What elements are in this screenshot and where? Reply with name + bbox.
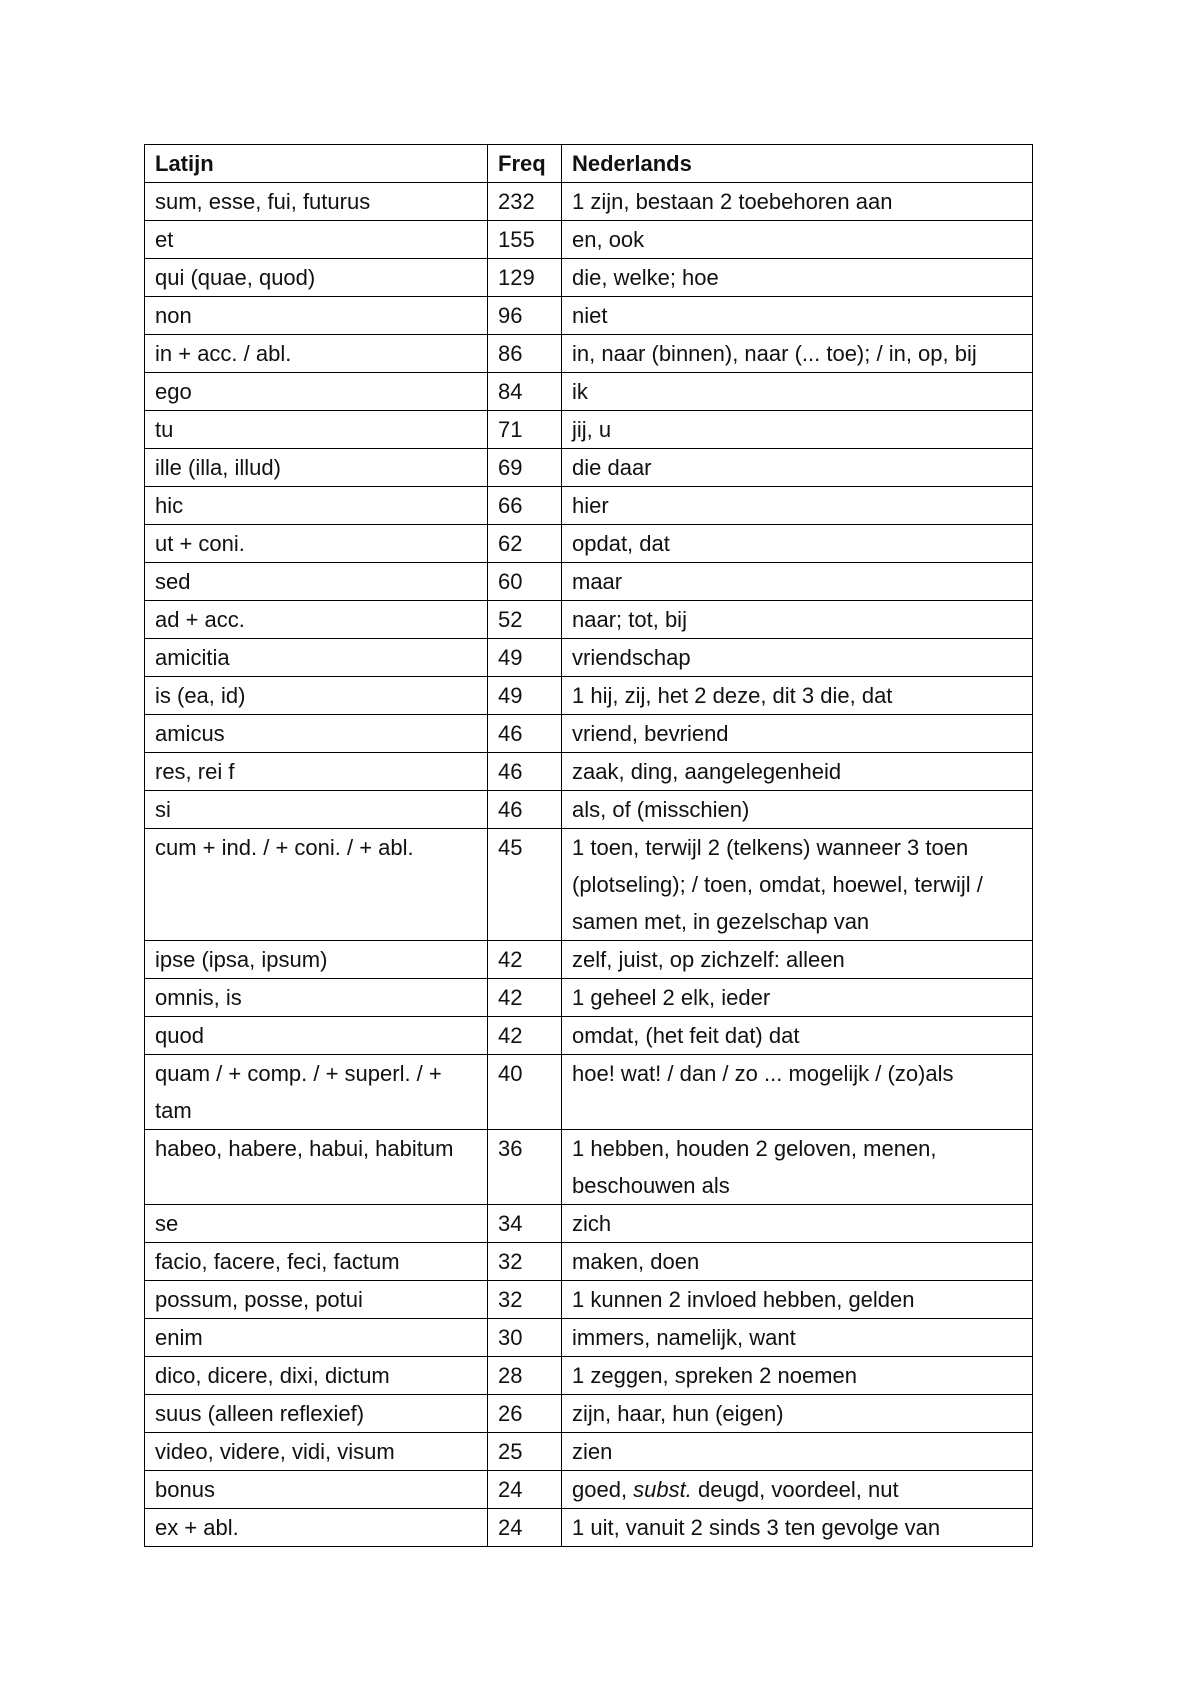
cell-dutch-italic: subst. bbox=[633, 1477, 692, 1502]
header-freq: Freq bbox=[488, 145, 562, 183]
cell-dutch: jij, u bbox=[562, 411, 1033, 449]
cell-dutch: ik bbox=[562, 373, 1033, 411]
cell-freq: 45 bbox=[488, 829, 562, 941]
cell-latin: habeo, habere, habui, habitum bbox=[145, 1130, 488, 1205]
table-row bbox=[145, 979, 1033, 1017]
cell-latin: bonus bbox=[145, 1471, 488, 1509]
cell-freq: 40 bbox=[488, 1055, 562, 1130]
table-row bbox=[145, 639, 1033, 677]
cell-freq: 46 bbox=[488, 753, 562, 791]
cell-dutch: 1 uit, vanuit 2 sinds 3 ten gevolge van bbox=[562, 1509, 1033, 1547]
cell-freq: 49 bbox=[488, 639, 562, 677]
table-row bbox=[145, 563, 1033, 601]
cell-latin: si bbox=[145, 791, 488, 829]
table-row bbox=[145, 1243, 1033, 1281]
cell-freq: 62 bbox=[488, 525, 562, 563]
cell-dutch: zien bbox=[562, 1433, 1033, 1471]
cell-latin: amicitia bbox=[145, 639, 488, 677]
cell-dutch: hier bbox=[562, 487, 1033, 525]
cell-freq: 24 bbox=[488, 1471, 562, 1509]
cell-latin: in + acc. / abl. bbox=[145, 335, 488, 373]
table-row bbox=[145, 297, 1033, 335]
table-row bbox=[145, 1509, 1033, 1547]
cell-dutch: opdat, dat bbox=[562, 525, 1033, 563]
cell-freq: 46 bbox=[488, 715, 562, 753]
table-row bbox=[145, 373, 1033, 411]
cell-dutch: zelf, juist, op zichzelf: alleen bbox=[562, 941, 1033, 979]
table-row bbox=[145, 1017, 1033, 1055]
cell-dutch: vriendschap bbox=[562, 639, 1033, 677]
cell-latin: ego bbox=[145, 373, 488, 411]
cell-dutch: vriend, bevriend bbox=[562, 715, 1033, 753]
cell-freq: 129 bbox=[488, 259, 562, 297]
table-row bbox=[145, 1357, 1033, 1395]
table-row bbox=[145, 1433, 1033, 1471]
cell-dutch: 1 geheel 2 elk, ieder bbox=[562, 979, 1033, 1017]
cell-latin: hic bbox=[145, 487, 488, 525]
cell-latin: ut + coni. bbox=[145, 525, 488, 563]
cell-dutch: in, naar (binnen), naar (... toe); / in, op, bij bbox=[562, 335, 1033, 373]
cell-freq: 232 bbox=[488, 183, 562, 221]
cell-latin: tu bbox=[145, 411, 488, 449]
cell-latin: dico, dicere, dixi, dictum bbox=[145, 1357, 488, 1395]
table-row bbox=[145, 525, 1033, 563]
cell-latin: suus (alleen reflexief) bbox=[145, 1395, 488, 1433]
cell-dutch: 1 kunnen 2 invloed hebben, gelden bbox=[562, 1281, 1033, 1319]
cell-freq: 28 bbox=[488, 1357, 562, 1395]
cell-latin: ex + abl. bbox=[145, 1509, 488, 1547]
cell-freq: 60 bbox=[488, 563, 562, 601]
table-header-row bbox=[145, 145, 1033, 183]
cell-latin: is (ea, id) bbox=[145, 677, 488, 715]
cell-freq: 52 bbox=[488, 601, 562, 639]
table-body bbox=[145, 183, 1033, 1547]
table-row bbox=[145, 601, 1033, 639]
cell-latin: omnis, is bbox=[145, 979, 488, 1017]
cell-dutch-text: goed, bbox=[572, 1477, 634, 1502]
table-row bbox=[145, 753, 1033, 791]
cell-freq: 42 bbox=[488, 1017, 562, 1055]
table-row bbox=[145, 1281, 1033, 1319]
table-row bbox=[145, 487, 1033, 525]
table-row bbox=[145, 335, 1033, 373]
cell-latin: qui (quae, quod) bbox=[145, 259, 488, 297]
cell-dutch-text: deugd, voordeel, nut bbox=[691, 1477, 899, 1502]
cell-freq: 32 bbox=[488, 1281, 562, 1319]
cell-dutch: immers, namelijk, want bbox=[562, 1319, 1033, 1357]
cell-freq: 49 bbox=[488, 677, 562, 715]
cell-freq: 34 bbox=[488, 1205, 562, 1243]
cell-latin: et bbox=[145, 221, 488, 259]
cell-dutch: maar bbox=[562, 563, 1033, 601]
table-row bbox=[145, 941, 1033, 979]
cell-latin: sed bbox=[145, 563, 488, 601]
cell-freq: 96 bbox=[488, 297, 562, 335]
cell-latin: enim bbox=[145, 1319, 488, 1357]
cell-latin: ille (illa, illud) bbox=[145, 449, 488, 487]
cell-dutch: die daar bbox=[562, 449, 1033, 487]
table-row bbox=[145, 791, 1033, 829]
cell-latin: non bbox=[145, 297, 488, 335]
table-row bbox=[145, 1471, 1033, 1509]
cell-freq: 86 bbox=[488, 335, 562, 373]
table-row bbox=[145, 411, 1033, 449]
table-row bbox=[145, 715, 1033, 753]
cell-freq: 26 bbox=[488, 1395, 562, 1433]
table-row bbox=[145, 677, 1033, 715]
cell-freq: 25 bbox=[488, 1433, 562, 1471]
header-dutch: Nederlands bbox=[562, 145, 1033, 183]
cell-latin: possum, posse, potui bbox=[145, 1281, 488, 1319]
cell-dutch: zich bbox=[562, 1205, 1033, 1243]
header-latin: Latijn bbox=[145, 145, 488, 183]
cell-freq: 36 bbox=[488, 1130, 562, 1205]
cell-latin: facio, facere, feci, factum bbox=[145, 1243, 488, 1281]
cell-freq: 42 bbox=[488, 941, 562, 979]
cell-latin: quod bbox=[145, 1017, 488, 1055]
cell-freq: 71 bbox=[488, 411, 562, 449]
cell-dutch: 1 hebben, houden 2 geloven, menen, beschouwen als bbox=[562, 1130, 1033, 1205]
cell-dutch: zijn, haar, hun (eigen) bbox=[562, 1395, 1033, 1433]
cell-freq: 30 bbox=[488, 1319, 562, 1357]
table-row bbox=[145, 1395, 1033, 1433]
cell-dutch: zaak, ding, aangelegenheid bbox=[562, 753, 1033, 791]
cell-latin: sum, esse, fui, futurus bbox=[145, 183, 488, 221]
cell-dutch: als, of (misschien) bbox=[562, 791, 1033, 829]
table-row bbox=[145, 1055, 1033, 1130]
cell-latin: quam / + comp. / + superl. / + tam bbox=[145, 1055, 488, 1130]
table-row bbox=[145, 183, 1033, 221]
cell-latin: ipse (ipsa, ipsum) bbox=[145, 941, 488, 979]
cell-latin: se bbox=[145, 1205, 488, 1243]
cell-dutch: 1 zeggen, spreken 2 noemen bbox=[562, 1357, 1033, 1395]
cell-freq: 42 bbox=[488, 979, 562, 1017]
cell-freq: 46 bbox=[488, 791, 562, 829]
table-row bbox=[145, 449, 1033, 487]
table-row bbox=[145, 1130, 1033, 1205]
vocabulary-table bbox=[144, 144, 1033, 1547]
table-row bbox=[145, 221, 1033, 259]
cell-dutch: en, ook bbox=[562, 221, 1033, 259]
cell-dutch: 1 zijn, bestaan 2 toebehoren aan bbox=[562, 183, 1033, 221]
cell-latin: amicus bbox=[145, 715, 488, 753]
table-row bbox=[145, 1205, 1033, 1243]
cell-dutch: hoe! wat! / dan / zo ... mogelijk / (zo)als bbox=[562, 1055, 1033, 1130]
cell-freq: 24 bbox=[488, 1509, 562, 1547]
cell-dutch: niet bbox=[562, 297, 1033, 335]
cell-dutch: naar; tot, bij bbox=[562, 601, 1033, 639]
cell-freq: 84 bbox=[488, 373, 562, 411]
cell-latin: video, videre, vidi, visum bbox=[145, 1433, 488, 1471]
cell-freq: 155 bbox=[488, 221, 562, 259]
cell-dutch: 1 toen, terwijl 2 (telkens) wanneer 3 toen (plotseling); / toen, omdat, hoewel, terwijl / samen met, in gezelschap van bbox=[562, 829, 1033, 941]
cell-latin: ad + acc. bbox=[145, 601, 488, 639]
cell-dutch bbox=[562, 1471, 1033, 1509]
cell-dutch: 1 hij, zij, het 2 deze, dit 3 die, dat bbox=[562, 677, 1033, 715]
cell-dutch: maken, doen bbox=[562, 1243, 1033, 1281]
cell-dutch: die, welke; hoe bbox=[562, 259, 1033, 297]
cell-freq: 69 bbox=[488, 449, 562, 487]
table-row bbox=[145, 1319, 1033, 1357]
cell-latin: res, rei f bbox=[145, 753, 488, 791]
table-row bbox=[145, 829, 1033, 941]
cell-latin: cum + ind. / + coni. / + abl. bbox=[145, 829, 488, 941]
cell-dutch: omdat, (het feit dat) dat bbox=[562, 1017, 1033, 1055]
table-row bbox=[145, 259, 1033, 297]
cell-freq: 66 bbox=[488, 487, 562, 525]
cell-freq: 32 bbox=[488, 1243, 562, 1281]
